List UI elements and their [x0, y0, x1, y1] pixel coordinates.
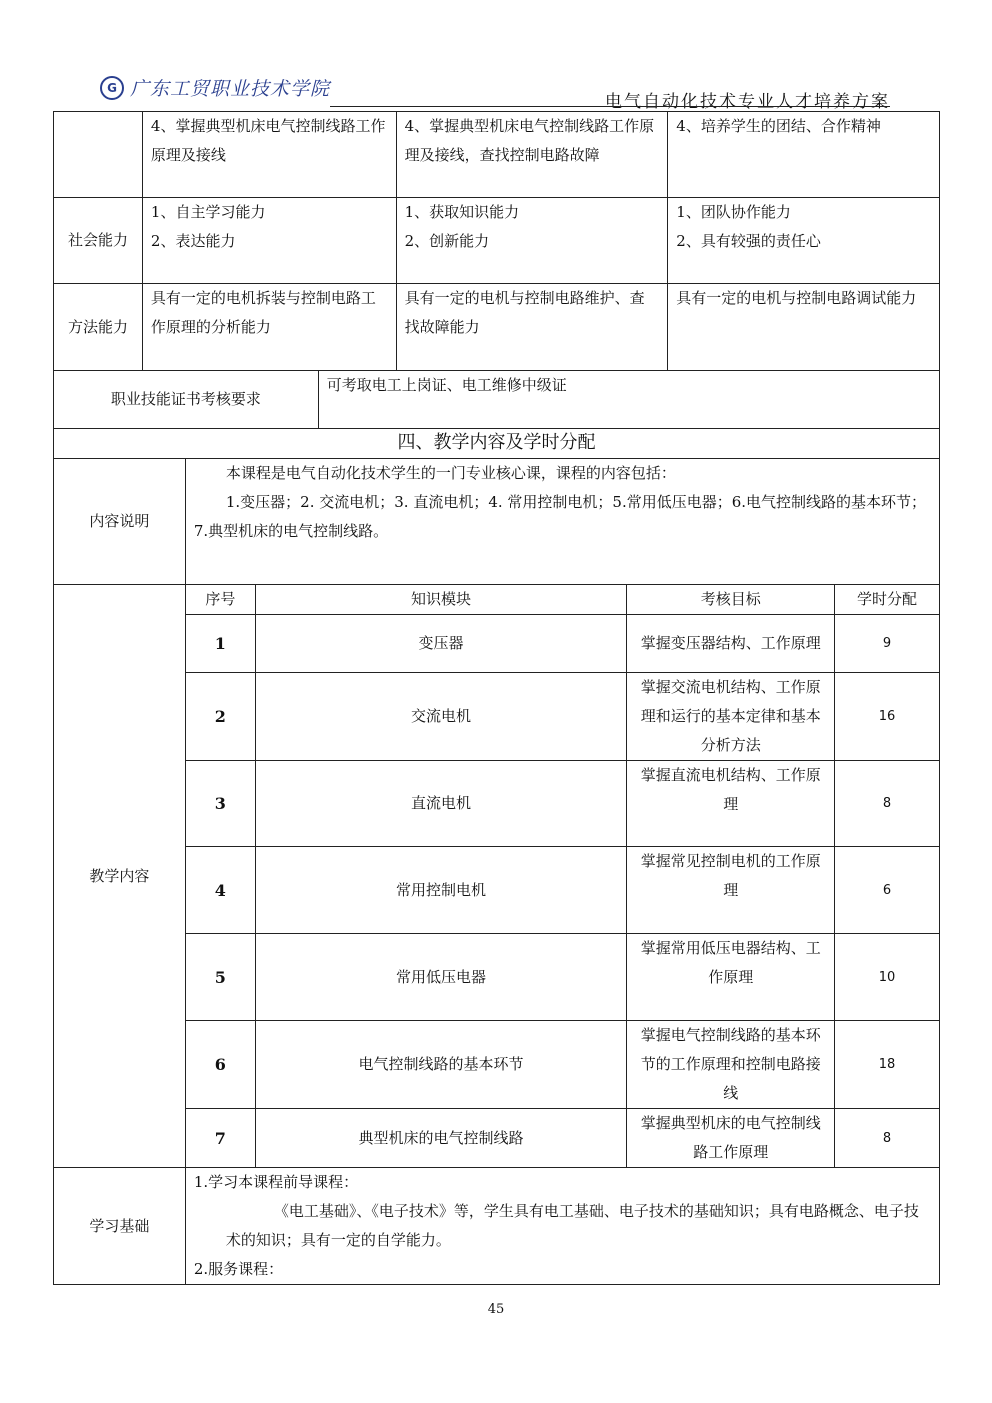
table-row — [54, 371, 940, 429]
ability-item: 1、团队协作能力 — [676, 203, 791, 221]
module-name: 常用低压电器 — [255, 934, 627, 1021]
ability-cell: 具有一定的电机与控制电路调试能力 — [668, 284, 940, 371]
hours: 10 — [835, 934, 940, 1021]
ability-cell — [668, 198, 940, 284]
column-header: 学时分配 — [835, 585, 940, 615]
table-row — [54, 934, 940, 1021]
module-name: 交流电机 — [255, 673, 627, 761]
ability-item: 1、自主学习能力 — [150, 203, 266, 221]
basis-line: 2.服务课程： — [193, 1260, 284, 1278]
basis-line: 1.学习本课程前导课程： — [193, 1173, 359, 1191]
table-row — [54, 761, 940, 847]
row-label-social: 社会能力 — [54, 198, 143, 284]
column-header: 序号 — [185, 585, 255, 615]
assessment-goal: 掌握直流电机结构、工作原理 — [627, 761, 835, 847]
column-header: 知识模块 — [255, 585, 627, 615]
assessment-goal: 掌握典型机床的电气控制线路工作原理 — [627, 1109, 835, 1168]
school-logo — [100, 74, 330, 101]
ability-item: 1、获取知识能力 — [404, 203, 520, 221]
content-desc-line: 本课程是电气自动化技术学生的一门专业核心课，课程的内容包括： — [225, 464, 676, 482]
module-name: 直流电机 — [255, 761, 627, 847]
table-header-row — [54, 585, 940, 615]
page-header — [100, 74, 890, 110]
certificate-table — [53, 370, 940, 429]
ability-item: 2、表达能力 — [150, 232, 236, 250]
table-row — [54, 1021, 940, 1109]
header-divider — [330, 106, 890, 107]
row-number: 1 — [185, 615, 255, 673]
assessment-goal: 掌握变压器结构、工作原理 — [627, 615, 835, 673]
hours: 16 — [835, 673, 940, 761]
ability-cell: 4、培养学生的团结、合作精神 — [668, 112, 940, 198]
assessment-goal: 掌握常见控制电机的工作原理 — [627, 847, 835, 934]
module-name: 常用控制电机 — [255, 847, 627, 934]
row-number: 3 — [185, 761, 255, 847]
table-row — [54, 112, 940, 198]
assessment-goal: 掌握电气控制线路的基本环节的工作原理和控制电路接线 — [627, 1021, 835, 1109]
ability-cell: 具有一定的电机与控制电路维护、查找故障能力 — [396, 284, 668, 371]
table-row — [54, 1168, 940, 1285]
learning-basis — [185, 1168, 939, 1285]
table-row — [54, 847, 940, 934]
hours: 8 — [835, 1109, 940, 1168]
table-row — [54, 1109, 940, 1168]
ability-cell — [142, 198, 396, 284]
hours: 18 — [835, 1021, 940, 1109]
module-name: 变压器 — [255, 615, 627, 673]
school-emblem-icon: G — [100, 76, 124, 100]
module-name: 典型机床的电气控制线路 — [255, 1109, 627, 1168]
module-name: 电气控制线路的基本环节 — [255, 1021, 627, 1109]
ability-cell: 4、掌握典型机床电气控制线路工作原理及接线 — [142, 112, 396, 198]
ability-cell — [396, 198, 668, 284]
hours: 6 — [835, 847, 940, 934]
row-number: 2 — [185, 673, 255, 761]
ability-cell: 4、掌握典型机床电气控制线路工作原理及接线，查找控制电路故障 — [396, 112, 668, 198]
assessment-goal: 掌握常用低压电器结构、工作原理 — [627, 934, 835, 1021]
content-desc — [185, 459, 939, 585]
section-title: 四、教学内容及学时分配 — [54, 429, 940, 459]
certificate-value: 可考取电工上岗证、电工维修中级证 — [318, 371, 939, 429]
assessment-goal: 掌握交流电机结构、工作原理和运行的基本定律和基本分析方法 — [627, 673, 835, 761]
table-row — [54, 284, 940, 371]
basis-line: 《电工基础》、《电子技术》等，学生具有电工基础、电子技术的基础知识；具有电路概念、电子技术的知识；具有一定的自学能力。 — [225, 1202, 919, 1249]
ability-cell: 具有一定的电机拆装与控制电路工作原理的分析能力 — [142, 284, 396, 371]
table-row — [54, 673, 940, 761]
column-header: 考核目标 — [627, 585, 835, 615]
row-number: 5 — [185, 934, 255, 1021]
content-desc-label: 内容说明 — [54, 459, 186, 585]
ability-table — [53, 111, 940, 371]
teaching-table — [53, 428, 940, 1285]
content-desc-line: 1.变压器；2. 交流电机；3. 直流电机；4. 常用控制电机；5.常用低压电器；6.电气控制线路的基本环节；7.典型机床的电气控制线路。 — [193, 493, 927, 540]
ability-item: 2、创新能力 — [404, 232, 490, 250]
document-title: 电气自动化技术专业人才培养方案 — [605, 92, 890, 112]
ability-item: 2、具有较强的责任心 — [676, 232, 821, 250]
table-row — [54, 459, 940, 585]
basis-label: 学习基础 — [54, 1168, 186, 1285]
table-row — [54, 198, 940, 284]
hours: 8 — [835, 761, 940, 847]
school-name: 广东工贸职业技术学院 — [130, 78, 331, 100]
table-row — [54, 429, 940, 459]
certificate-label: 职业技能证书考核要求 — [54, 371, 319, 429]
hours: 9 — [835, 615, 940, 673]
table-row — [54, 615, 940, 673]
row-number: 7 — [185, 1109, 255, 1168]
row-label-method: 方法能力 — [54, 284, 143, 371]
row-number: 6 — [185, 1021, 255, 1109]
row-number: 4 — [185, 847, 255, 934]
page-number: 45 — [487, 1302, 505, 1317]
row-label — [54, 112, 143, 198]
teaching-label: 教学内容 — [54, 585, 186, 1168]
